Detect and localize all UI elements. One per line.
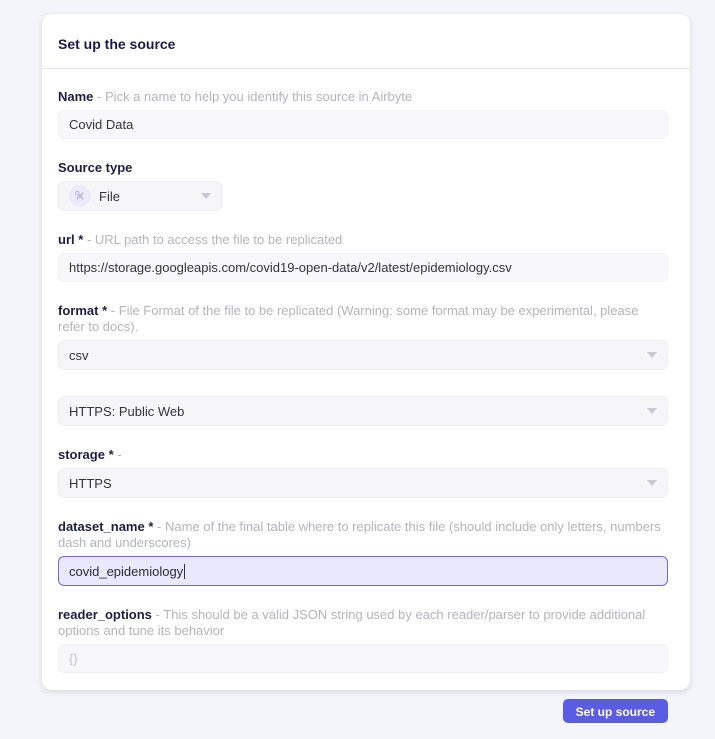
field-dataset-name-required-mark: * — [148, 519, 154, 534]
setup-source-card — [42, 14, 690, 719]
provider-value: HTTPS: Public Web — [69, 403, 185, 419]
chevron-down-icon — [201, 193, 211, 199]
field-source-type-label-text: Source type — [58, 160, 133, 175]
chevron-down-icon — [647, 480, 657, 486]
field-name-separator: - — [97, 89, 102, 104]
field-storage-required-mark: * — [108, 447, 114, 462]
text-cursor — [184, 564, 185, 579]
chevron-down-icon — [647, 408, 657, 414]
field-url-label-text: url — [58, 232, 75, 247]
card-footer — [42, 694, 690, 739]
source-type-value: File — [99, 188, 120, 204]
field-storage-separator: - — [117, 447, 122, 462]
provider-select[interactable] — [58, 396, 668, 426]
tools-icon — [69, 185, 91, 207]
field-reader-options-separator: - — [155, 607, 160, 622]
field-format — [58, 303, 668, 370]
field-reader-options — [58, 607, 668, 673]
field-dataset-name-separator: - — [157, 519, 162, 534]
field-dataset-name-label — [58, 519, 668, 551]
field-name-label-text: Name — [58, 89, 94, 104]
field-url-separator: - — [86, 232, 92, 247]
field-storage-label-text: storage — [58, 447, 105, 462]
source-form — [42, 69, 690, 694]
field-name-description: Pick a name to help you identify this source in Airbyte — [105, 89, 413, 104]
storage-value: HTTPS — [69, 475, 112, 491]
field-dataset-name — [58, 519, 668, 586]
field-format-label — [58, 303, 668, 335]
field-reader-options-label — [58, 607, 668, 639]
field-provider — [58, 396, 668, 426]
page-title: Set up the source — [58, 36, 176, 52]
source-type-select[interactable] — [58, 181, 222, 211]
field-storage-label — [58, 447, 668, 463]
field-storage — [58, 447, 668, 498]
field-format-description: File Format of the file to be replicated (Warning: some format may be experimental, please refer to docs). — [58, 303, 639, 334]
dataset-name-value: covid_epidemiology — [69, 563, 184, 579]
chevron-down-icon — [647, 352, 657, 358]
field-reader-options-description: This should be a valid JSON string used by each reader/parser to provide additional options and tune its behavior — [58, 607, 646, 638]
format-select[interactable] — [58, 340, 668, 370]
field-format-required-mark: * — [102, 303, 108, 318]
reader-options-input[interactable] — [58, 644, 668, 673]
field-url — [58, 232, 668, 282]
field-name — [58, 89, 668, 139]
field-source-type-label — [58, 160, 668, 176]
field-url-label — [58, 232, 668, 248]
format-value: csv — [69, 347, 89, 363]
field-url-description: URL path to access the file to be replicated — [94, 232, 343, 247]
dataset-name-input[interactable] — [58, 556, 668, 586]
field-format-separator: - — [110, 303, 116, 318]
url-input[interactable] — [58, 253, 668, 282]
storage-select[interactable] — [58, 468, 668, 498]
field-format-label-text: format — [58, 303, 99, 318]
field-name-label — [58, 89, 668, 105]
field-dataset-name-description: Name of the final table where to replicate this file (should include only letters, numbers dash and underscores) — [58, 519, 661, 550]
name-input[interactable] — [58, 110, 668, 139]
field-reader-options-label-text: reader_options — [58, 607, 152, 622]
field-source-type — [58, 160, 668, 211]
card-header — [42, 14, 690, 69]
field-url-required-mark: * — [78, 232, 84, 247]
set-up-source-button[interactable]: Set up source — [563, 699, 668, 723]
field-dataset-name-label-text: dataset_name — [58, 519, 145, 534]
